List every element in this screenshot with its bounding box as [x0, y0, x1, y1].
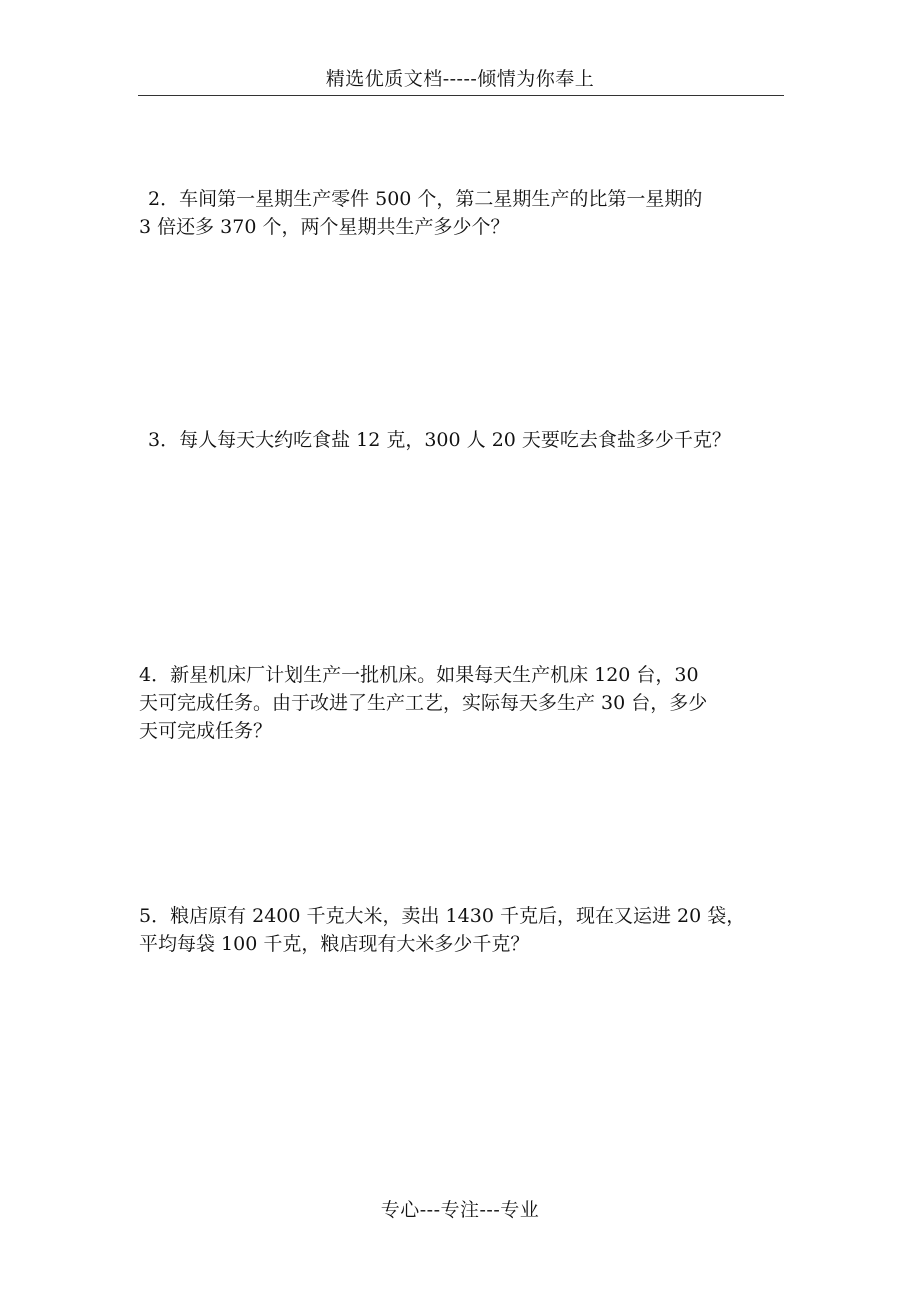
question-2-line-1: 2．车间第一星期生产零件 500 个，第二星期生产的比第一星期的	[148, 188, 703, 210]
page-header: 精选优质文档-----倾情为你奉上	[325, 68, 595, 90]
question-5-line-2: 平均每袋 100 千克，粮店现有大米多少千克？	[139, 933, 530, 955]
question-5-line-1: 5．粮店原有 2400 千克大米，卖出 1430 千克后，现在又运进 20 袋，	[139, 905, 746, 927]
question-5	[139, 902, 789, 958]
page-footer: 专心---专注---专业	[380, 1199, 540, 1221]
question-3-line-1: 3．每人每天大约吃食盐 12 克，300 人 20 天要吃去食盐多少千克？	[148, 429, 731, 451]
question-4-line-2: 天可完成任务。由于改进了生产工艺，实际每天多生产 30 台，多少	[139, 692, 708, 714]
question-4	[139, 661, 789, 745]
question-2	[139, 185, 789, 241]
question-4-line-3: 天可完成任务？	[139, 720, 273, 742]
question-2-line-2: 3 倍还多 370 个，两个星期共生产多少个？	[139, 216, 510, 238]
header-divider	[138, 95, 784, 96]
question-3	[139, 426, 789, 454]
question-4-line-1: 4．新星机床厂计划生产一批机床。如果每天生产机床 120 台，30	[139, 664, 699, 686]
